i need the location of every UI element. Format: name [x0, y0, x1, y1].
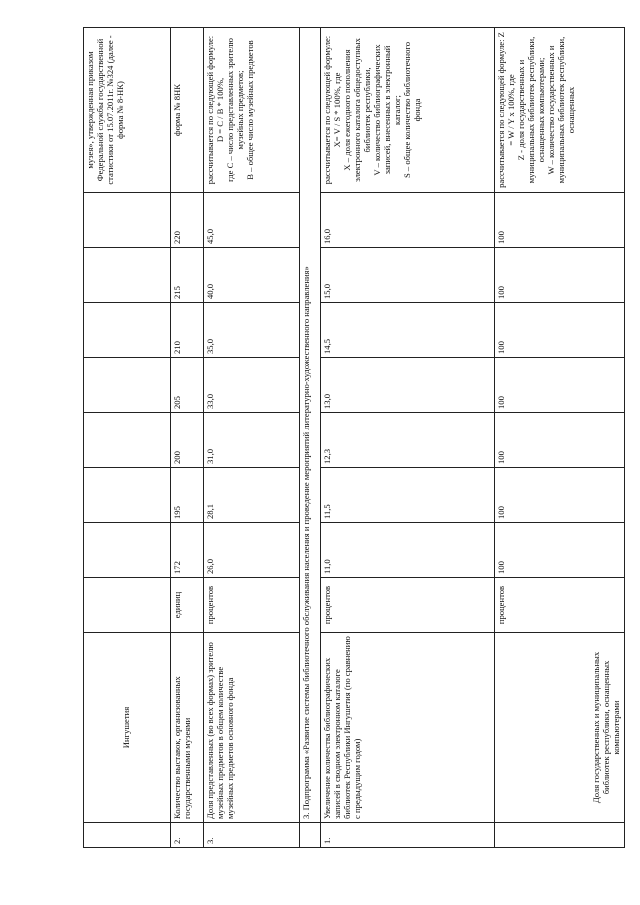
table-row [170, 28, 204, 848]
indicators-table [83, 27, 625, 848]
formula-line: S – общее количество библиотечного фонда [402, 42, 423, 178]
value-cell: 40,0 [204, 248, 299, 303]
indicator-cell: Количество выставок, организованных государственными музеями [170, 633, 204, 823]
value-cell: 100 [494, 413, 624, 468]
value-cell: 100 [494, 523, 624, 578]
value-cell: 11,5 [321, 468, 494, 523]
value-cell: 28,1 [204, 468, 299, 523]
value-cell [84, 248, 171, 303]
formula-line: W – количество государственных и муниципальных библиотек республики, оснащенных [545, 36, 576, 184]
indicator-cell: Увеличение количества библиографических записей в сводном электронном каталоге библиотек Республики Ингушетия (по сравнению с предыдущим годом) [321, 633, 494, 823]
indicator-cell: Доля представленных (во всех формах) зрителю музейных предметов в общем количестве музейных предметов основного фонда [204, 633, 299, 823]
table-row [84, 28, 171, 848]
formula-line: рассчитывается по следующей формуле: [322, 35, 333, 185]
table-row [321, 28, 494, 848]
formula-line: X= V / S * 100%, где [332, 72, 343, 148]
source-cell [494, 28, 624, 193]
value-cell: 16,0 [321, 193, 494, 248]
formula-line: Z - доля государственных и муниципальных библиотек республики, оснащенных компьютерами; [515, 36, 546, 184]
row-number-cell [299, 823, 321, 848]
table-row [494, 28, 624, 848]
value-cell: 14,5 [321, 303, 494, 358]
source-cell: музея», утвержденная приказом Федеральной службы государственной статистики от 15.07.2011г. №324 (далее - форма № 8-НК) [84, 28, 171, 193]
value-cell: 12,3 [321, 413, 494, 468]
value-cell: 220 [170, 193, 204, 248]
unit-cell: процентов [494, 578, 624, 633]
value-cell: 100 [494, 358, 624, 413]
row-number-cell: 2. [170, 823, 204, 848]
source-cell [204, 28, 299, 193]
source-cell: форма № 8НК [170, 28, 204, 193]
value-cell: 11,0 [321, 523, 494, 578]
value-cell: 200 [170, 413, 204, 468]
value-cell: 215 [170, 248, 204, 303]
value-cell: 210 [170, 303, 204, 358]
value-cell: 205 [170, 358, 204, 413]
value-cell: 195 [170, 468, 204, 523]
row-number-cell [494, 823, 624, 848]
formula-line: D = C / B * 100%, [215, 77, 226, 143]
table-row [299, 28, 321, 848]
table-row [204, 28, 299, 848]
section-heading: 3. Подпрограмма «Развитие системы библиотечного обслуживания населения и проведение мероприятий литературно-художественного направления» [299, 28, 321, 823]
value-cell: 100 [494, 193, 624, 248]
unit-cell: процентов [321, 578, 494, 633]
value-cell: 35,0 [204, 303, 299, 358]
formula-line: X – доля ежегодного пополнения электронного каталога общедоступных библиотек республики, [342, 38, 373, 182]
value-cell: 100 [494, 248, 624, 303]
value-cell: 172 [170, 523, 204, 578]
formula-line: V – количество библиографических записей, внесенных в электронный каталог; [372, 44, 403, 176]
row-number-cell: 3. [204, 823, 299, 848]
value-cell [84, 468, 171, 523]
rotated-page [83, 28, 625, 848]
indicator-cell: Ингушетия [84, 633, 171, 823]
value-cell [84, 413, 171, 468]
value-cell [84, 303, 171, 358]
value-cell: 31,0 [204, 413, 299, 468]
row-number-cell: 1. [321, 823, 494, 848]
source-cell [321, 28, 494, 193]
row-number-cell [84, 823, 171, 848]
formula-line: B – общее число музейных предметов [245, 40, 256, 180]
value-cell: 100 [494, 468, 624, 523]
formula-line: рассчитывается по следующей формуле: Z = W / Y х 100%, где [495, 32, 516, 188]
value-cell [84, 358, 171, 413]
value-cell: 13,0 [321, 358, 494, 413]
value-cell [84, 523, 171, 578]
indicator-cell: Доля государственных и муниципальных библиотек республики, оснащенных компьютерами [494, 633, 624, 823]
value-cell [84, 193, 171, 248]
formula-line: где C – число представленных зрителю музейных предметов; [225, 38, 246, 182]
value-cell: 26,0 [204, 523, 299, 578]
value-cell: 100 [494, 303, 624, 358]
value-cell: 45,0 [204, 193, 299, 248]
unit-cell: процентов [204, 578, 299, 633]
value-cell: 15,0 [321, 248, 494, 303]
value-cell: 33,0 [204, 358, 299, 413]
formula-line: рассчитывается по следующей формуле: [205, 35, 216, 185]
unit-cell [84, 578, 171, 633]
unit-cell: единиц [170, 578, 204, 633]
